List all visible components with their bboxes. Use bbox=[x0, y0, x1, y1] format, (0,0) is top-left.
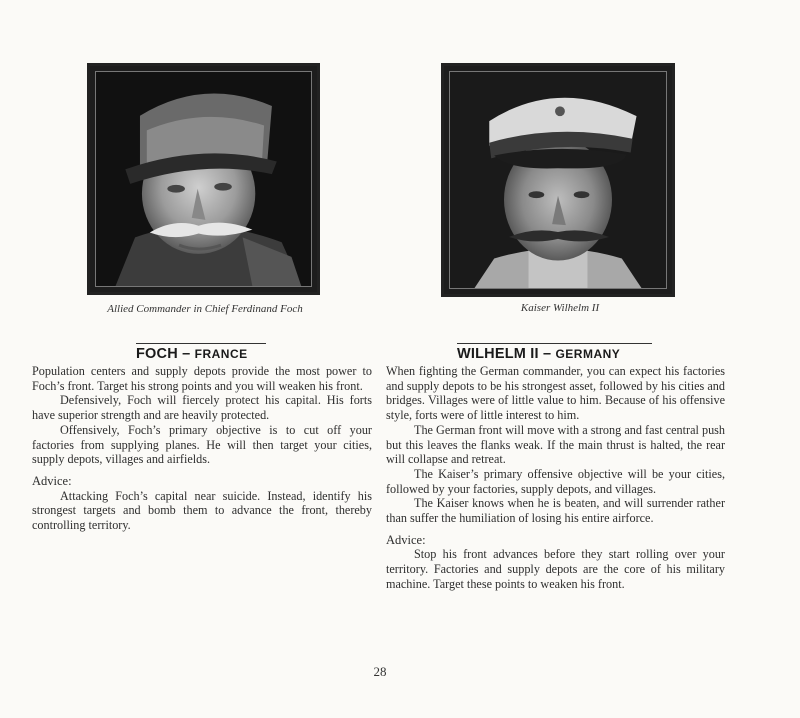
wilhelm-section-heading bbox=[457, 346, 620, 362]
foch-section-body bbox=[32, 364, 372, 533]
foch-advice-text: Attacking Foch’s capital near suicide. Instead, identify his strongest targets and bomb them to advance the front, thereby controlling territory. bbox=[32, 488, 372, 533]
foch-portrait-frame bbox=[87, 63, 320, 295]
foch-heading-name: FOCH – bbox=[136, 346, 195, 362]
page-number: 28 bbox=[373, 664, 387, 679]
wilhelm-heading-rule bbox=[457, 343, 652, 344]
wilhelm-paragraph: The German front will move with a strong and fast central push but this leaves the flanks weak. If the main thrust is halted, the rear will collapse and retreat. bbox=[386, 422, 725, 467]
foch-heading-country: FRANCE bbox=[194, 347, 248, 361]
foch-advice-label: Advice: bbox=[32, 473, 72, 488]
wilhelm-heading-name: WILHELM II – bbox=[457, 346, 556, 362]
wilhelm-section-body bbox=[386, 364, 725, 592]
wilhelm-paragraph: The Kaiser’s primary offensive objective will be your cities, followed by your factories, supply depots, and villages. bbox=[386, 466, 725, 496]
wilhelm-portrait-caption: Kaiser Wilhelm II bbox=[520, 302, 600, 314]
foch-heading-rule bbox=[136, 343, 266, 344]
foch-section-heading bbox=[136, 346, 248, 362]
wilhelm-portrait-image bbox=[450, 72, 666, 288]
foch-paragraph: Population centers and supply depots provide the most power to Foch’s front. Target his strong points and you will weaken his front. bbox=[32, 364, 372, 393]
wilhelm-paragraph: The Kaiser knows when he is beaten, and will surrender rather than suffer the humiliation of losing his entire airforce. bbox=[386, 496, 725, 526]
wilhelm-paragraph: When fighting the German commander, you can expect his factories and supply depots to be his strongest asset, followed by his cities and bridges. Villages were of little value to him. Because of his offensive style, forts were of little interest to him. bbox=[386, 364, 725, 423]
wilhelm-advice-label: Advice: bbox=[386, 532, 426, 547]
foch-portrait-caption: Allied Commander in Chief Ferdinand Foch bbox=[107, 303, 303, 315]
foch-portrait-image bbox=[96, 72, 311, 286]
wilhelm-advice-text: Stop his front advances before they start rolling over your territory. Factories and supply depots are the core of his military machine. Target these points to weaken his front. bbox=[386, 547, 725, 591]
foch-paragraph: Defensively, Foch will fiercely protect his capital. His forts have superior strength and are heavily protected. bbox=[32, 393, 372, 423]
foch-paragraph: Offensively, Foch’s primary objective is to cut off your factories from supplying planes. He will then target your cities, supply depots, villages and airfields. bbox=[32, 422, 372, 467]
wilhelm-portrait-frame bbox=[441, 63, 675, 297]
wilhelm-heading-country: GERMANY bbox=[555, 347, 621, 361]
